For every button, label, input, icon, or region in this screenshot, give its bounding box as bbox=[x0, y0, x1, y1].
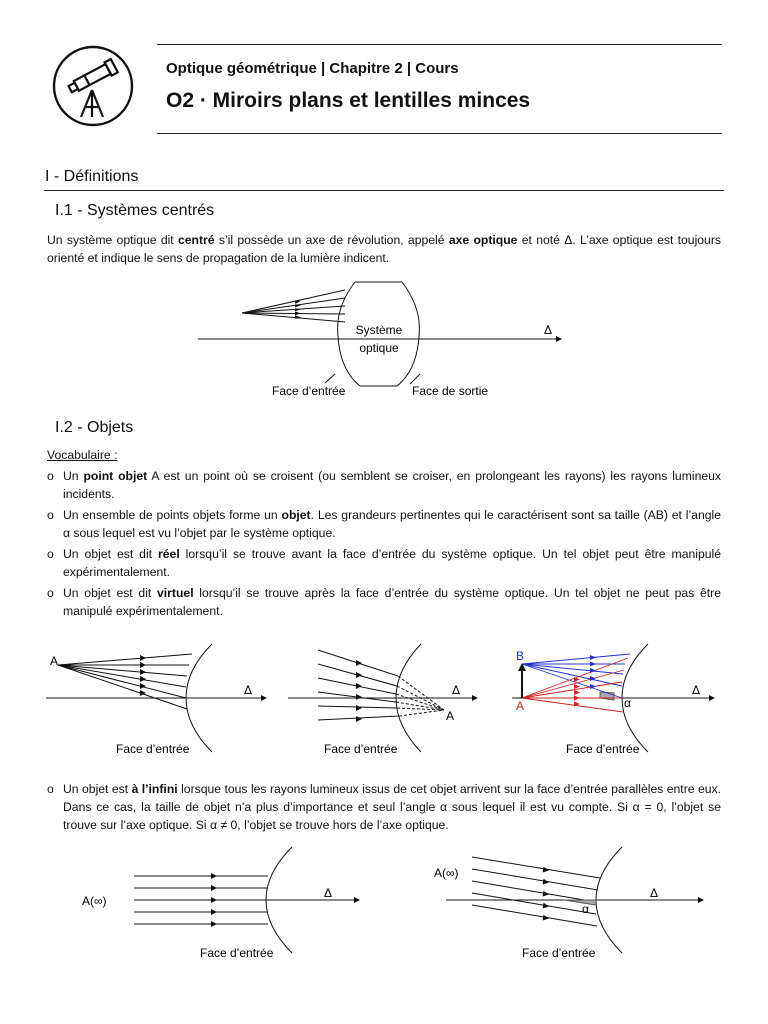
bullet-marker: o bbox=[47, 547, 54, 561]
entry-face-label: Face d’entrée bbox=[566, 742, 640, 756]
system-label-line1: Système bbox=[355, 323, 403, 337]
section-rule bbox=[44, 190, 724, 191]
page-title: O2 · Miroirs plans et lentilles minces bbox=[166, 89, 531, 112]
virtual-object-figure bbox=[286, 640, 481, 760]
bullet-object-at-infinity: o Un objet est à l’infini lorsque tous les rayons lumineux issus de cet objet arrivent sur la face d’entrée parallèles entre eux. Dans ce cas, la taille de objet n’a plus d’importance et seul l’angle α sous lequel il est vu compte. Si α = 0, l’objet se trouve sur l’axe optique. Si α ≠ 0, l’objet se trouve hors de l’axe optique. bbox=[47, 782, 721, 832]
entry-face-label: Face d’entrée bbox=[522, 946, 596, 960]
a-infinity-label: A(∞) bbox=[82, 894, 107, 908]
bullet-marker: o bbox=[47, 782, 54, 796]
bullet-point-object: o Un point objet A est un point où se croisent (ou semblent se croiser, en prolongeant les rayons) les rayons lumineux incidents. bbox=[47, 469, 721, 501]
entry-face-label: Face d’entrée bbox=[324, 742, 398, 756]
exit-face-label: Face de sortie bbox=[412, 384, 489, 398]
header-bottom-rule bbox=[157, 133, 722, 134]
point-a-label: A bbox=[446, 709, 455, 723]
bullet-real-object: o Un objet est dit réel lorsqu’il se trouve avant la face d’entrée du système optique. Un tel objet peut être manipulé expérimentalement. bbox=[47, 547, 721, 579]
alpha-label: α bbox=[582, 902, 589, 916]
axis-label: Δ bbox=[452, 683, 461, 697]
paragraph-centered-system: Un système optique dit centré s’il possède un axe de révolution, appelé axe optique et noté Δ. L’axe optique est toujours orienté et indique le sens de propagation de la lumière indicent. bbox=[47, 233, 721, 265]
bullet-object-set: o Un ensemble de points objets forme un objet. Les grandeurs pertinentes qui le caractérisent sont sa taille (AB) et l’angle α sous lequel est vu l’objet par le système optique. bbox=[47, 508, 721, 540]
entry-face-label: Face d’entrée bbox=[116, 742, 190, 756]
subsection-heading-1: I.1 - Systèmes centrés bbox=[55, 202, 215, 219]
axis-label: Δ bbox=[544, 323, 553, 337]
point-b-label: B bbox=[516, 649, 525, 663]
real-object-figure bbox=[44, 640, 274, 760]
axis-label: Δ bbox=[244, 683, 253, 697]
subsection-heading-2: I.2 - Objets bbox=[55, 419, 134, 436]
entry-face-label: Face d’entrée bbox=[200, 946, 274, 960]
bullet-virtual-object: o Un objet est dit virtuel lorsqu’il se trouve après la face d’entrée du système optique. Un tel objet ne peut pas être manipulé expérimentalement. bbox=[47, 586, 721, 618]
header-top-rule bbox=[157, 44, 722, 45]
system-label-line2: optique bbox=[359, 341, 399, 355]
infinity-on-axis-figure bbox=[80, 845, 370, 967]
bullet-marker: o bbox=[47, 508, 54, 522]
point-a-label: A bbox=[50, 654, 59, 668]
axis-label: Δ bbox=[324, 886, 333, 900]
alpha-label: α bbox=[624, 696, 631, 710]
bullet-marker: o bbox=[47, 586, 54, 600]
axis-label: Δ bbox=[692, 683, 701, 697]
entry-face-label: Face d’entrée bbox=[272, 384, 346, 398]
vocabulary-label: Vocabulaire : bbox=[47, 448, 118, 462]
extended-object-figure bbox=[508, 640, 720, 760]
section-heading: I - Définitions bbox=[45, 168, 139, 185]
optical-system-figure bbox=[190, 278, 570, 402]
chapter-subtitle: Optique géométrique | Chapitre 2 | Cours bbox=[166, 60, 459, 77]
axis-label: Δ bbox=[650, 886, 659, 900]
telescope-icon bbox=[52, 45, 134, 127]
point-a-label: A bbox=[516, 699, 525, 713]
infinity-off-axis-figure bbox=[432, 845, 712, 967]
bullet-marker: o bbox=[47, 469, 54, 483]
a-infinity-label: A(∞) bbox=[434, 866, 459, 880]
